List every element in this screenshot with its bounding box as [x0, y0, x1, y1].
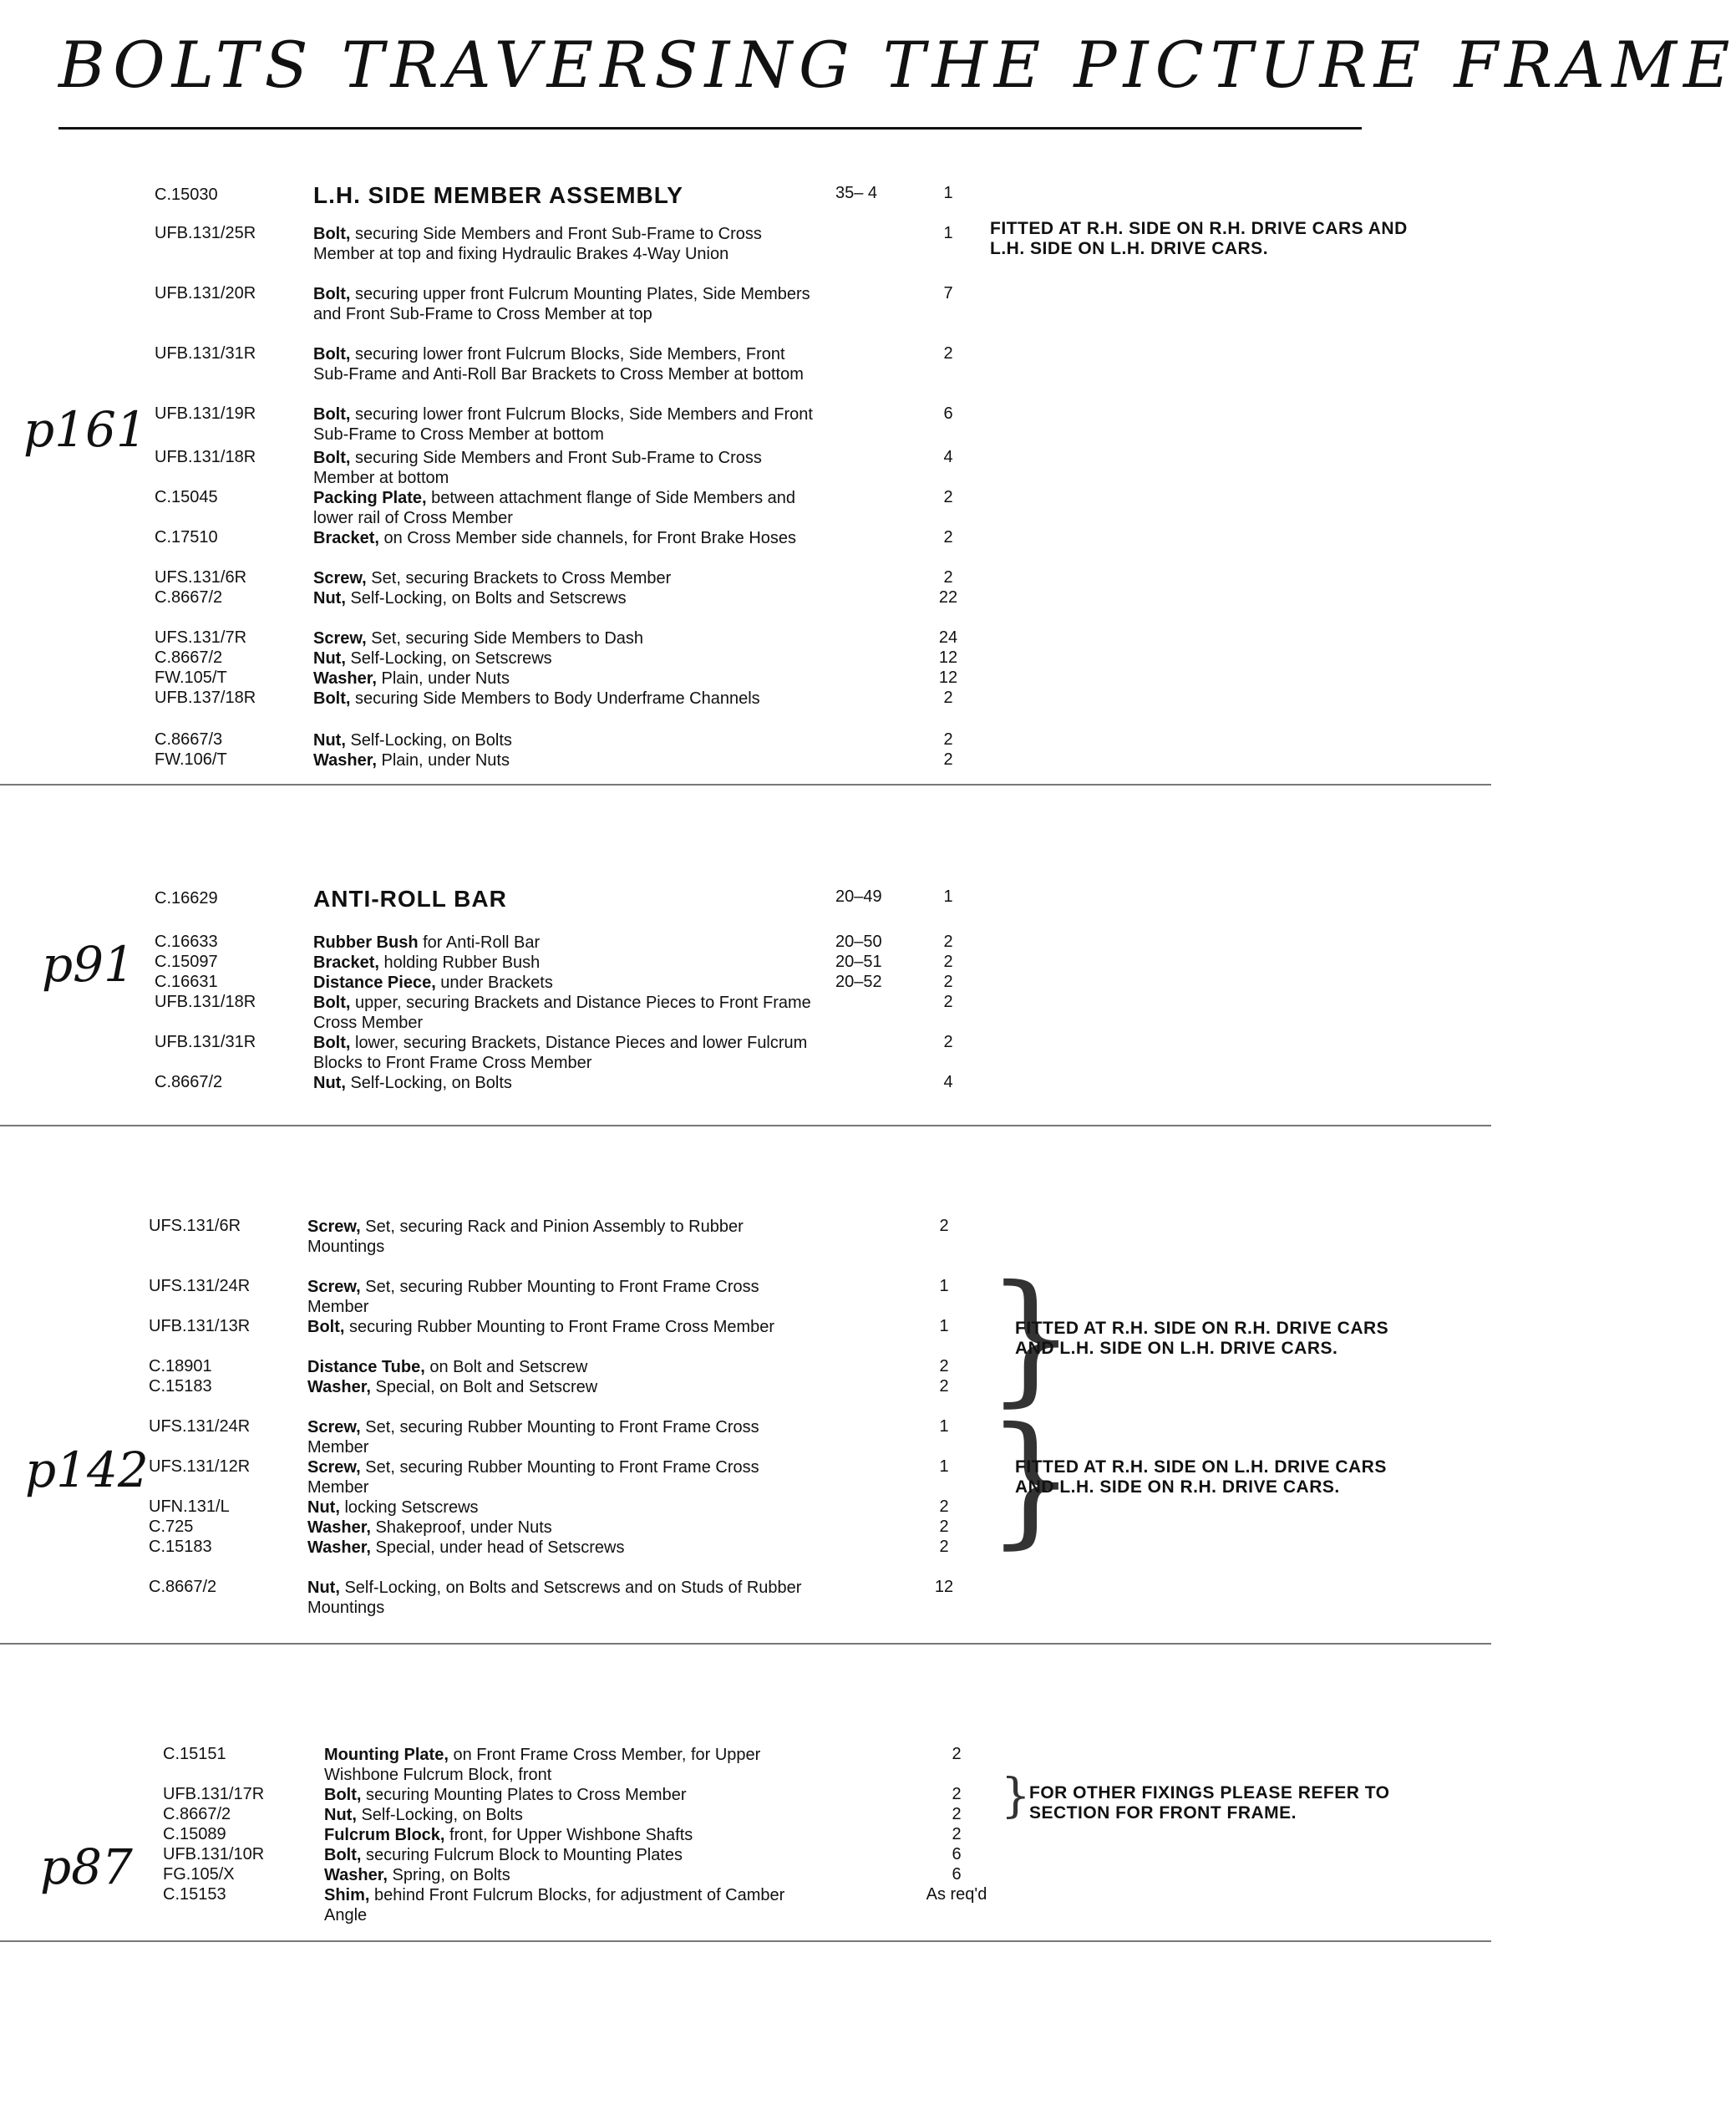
part-code: UFS.131/24R [149, 1277, 251, 1295]
margin-mark-4: p87 [40, 1838, 133, 1895]
part-code: UFB.131/25R [155, 224, 256, 242]
quantity: 2 [939, 1217, 949, 1235]
section-heading-row [0, 182, 1491, 207]
part-code: C.8667/2 [149, 1578, 217, 1596]
quantity: 2 [952, 1805, 962, 1823]
quantity: 1 [943, 224, 953, 242]
quantity: 1 [943, 184, 953, 202]
section-divider [0, 1940, 1491, 1942]
part-code: UFB.131/13R [149, 1317, 251, 1335]
part-code: C.16631 [155, 973, 218, 991]
quantity: 2 [952, 1745, 962, 1763]
table-row [0, 1217, 1491, 1256]
quantity: 22 [938, 588, 958, 607]
part-description: Screw, Set, securing Rubber Mounting to Front Frame Cross Member [307, 1278, 759, 1316]
part-code: UFS.131/12R [149, 1457, 251, 1476]
part-description: Bolt, securing lower front Fulcrum Blocks, Side Members, Front Sub-Frame and Anti-Roll Bar Brackets to Cross Member at bottom [313, 345, 804, 384]
part-description: Bracket, holding Rubber Bush [313, 953, 541, 972]
part-description: Washer, Special, under head of Setscrews [307, 1538, 625, 1557]
part-description: Nut, Self-Locking, on Setscrews [313, 649, 552, 668]
part-description: Screw, Set, securing Rubber Mounting to Front Frame Cross Member [307, 1418, 759, 1457]
table-row [0, 448, 1491, 487]
part-code: C.15183 [149, 1538, 212, 1556]
table-row [0, 284, 1491, 323]
quantity: 24 [938, 628, 958, 647]
table-row [0, 528, 1491, 553]
fitting-note: FITTED AT R.H. SIDE ON R.H. DRIVE CARS AND L.H. SIDE ON L.H. DRIVE CARS. [990, 219, 1408, 258]
title-underline [58, 127, 1362, 130]
fitting-note: FITTED AT R.H. SIDE ON L.H. DRIVE CARS AND L.H. SIDE ON R.H. DRIVE CARS. [1015, 1457, 1387, 1497]
part-description: Shim, behind Front Fulcrum Blocks, for adjustment of Camber Angle [324, 1886, 785, 1924]
brace-icon: } [986, 1397, 1077, 1563]
table-row [0, 1538, 1491, 1563]
quantity: 12 [938, 648, 958, 667]
brace-icon: } [1001, 1769, 1031, 1823]
fitting-note: FITTED AT R.H. SIDE ON R.H. DRIVE CARS AND L.H. SIDE ON L.H. DRIVE CARS. [1015, 1319, 1389, 1358]
table-row [0, 1578, 1491, 1617]
table-row [0, 1277, 1491, 1316]
section-heading-row [0, 886, 1491, 911]
part-code: C.15030 [155, 186, 218, 204]
quantity: 4 [943, 448, 953, 466]
quantity: 2 [943, 933, 953, 951]
quantity: 2 [939, 1518, 949, 1536]
part-code: C.15045 [155, 488, 218, 506]
quantity: 2 [943, 1033, 953, 1051]
part-description: Bolt, securing Fulcrum Block to Mounting Plates [324, 1846, 683, 1864]
part-code: C.725 [149, 1518, 194, 1536]
ref-number: 35– 4 [835, 184, 878, 202]
quantity: As req'd [926, 1885, 987, 1904]
quantity: 2 [943, 568, 953, 587]
part-code: UFS.131/6R [155, 568, 247, 587]
part-description: Distance Tube, on Bolt and Setscrew [307, 1358, 588, 1376]
part-code: C.8667/2 [155, 648, 223, 667]
part-description: Bolt, lower, securing Brackets, Distance Pieces and lower Fulcrum Blocks to Front Frame Cross Member [313, 1034, 808, 1072]
table-row [0, 1885, 1491, 1924]
quantity: 7 [943, 284, 953, 303]
part-code: UFB.131/18R [155, 448, 256, 466]
quantity: 2 [943, 993, 953, 1011]
section-divider [0, 784, 1491, 786]
part-description: Bolt, securing Rubber Mounting to Front Frame Cross Member [307, 1318, 775, 1336]
part-description: Nut, locking Setscrews [307, 1498, 479, 1517]
margin-mark-1: p161 [23, 401, 147, 458]
part-description: Nut, Self-Locking, on Bolts [313, 731, 512, 750]
fitting-note: FOR OTHER FIXINGS PLEASE REFER TO SECTION FOR FRONT FRAME. [1029, 1783, 1390, 1823]
section-divider [0, 1125, 1491, 1126]
quantity: 2 [943, 689, 953, 707]
quantity: 2 [943, 488, 953, 506]
part-code: UFS.131/7R [155, 628, 247, 647]
table-row [0, 750, 1491, 775]
part-code: C.16629 [155, 889, 218, 908]
quantity: 6 [943, 404, 953, 423]
part-description: Bolt, securing Side Members and Front Sub-Frame to Cross Member at top and fixing Hydraulic Brakes 4-Way Union [313, 225, 762, 263]
table-row [0, 1377, 1491, 1402]
part-code: UFB.137/18R [155, 689, 256, 707]
part-description: Bolt, securing Mounting Plates to Cross Member [324, 1786, 687, 1804]
quantity: 2 [952, 1825, 962, 1843]
ref-number: 20–51 [835, 953, 882, 971]
part-description: Washer, Plain, under Nuts [313, 669, 510, 688]
part-code: UFB.131/10R [163, 1845, 265, 1863]
part-description: Washer, Shakeproof, under Nuts [307, 1518, 552, 1537]
ref-number: 20–50 [835, 933, 882, 951]
part-code: UFB.131/31R [155, 344, 256, 363]
part-description: Nut, Self-Locking, on Bolts and Setscrews and on Studs of Rubber Mountings [307, 1579, 802, 1617]
quantity: 2 [943, 730, 953, 749]
part-description: Screw, Set, securing Rack and Pinion Assembly to Rubber Mountings [307, 1218, 744, 1256]
part-description: Screw, Set, securing Rubber Mounting to Front Frame Cross Member [307, 1458, 759, 1497]
part-description: Bracket, on Cross Member side channels, for Front Brake Hoses [313, 529, 797, 547]
quantity: 2 [943, 528, 953, 547]
part-code: FW.106/T [155, 750, 227, 769]
part-code: UFB.131/20R [155, 284, 256, 303]
part-code: C.15183 [149, 1377, 212, 1396]
quantity: 12 [938, 669, 958, 687]
page-title: BOLTS TRAVERSING THE PICTURE FRAME [58, 28, 1736, 102]
table-row [0, 689, 1491, 714]
table-row [0, 993, 1491, 1032]
part-description: Nut, Self-Locking, on Bolts [324, 1806, 523, 1824]
table-row [0, 1073, 1491, 1098]
quantity: 1 [939, 1457, 949, 1476]
quantity: 2 [939, 1497, 949, 1516]
brace-icon: } [986, 1255, 1077, 1421]
part-code: C.18901 [149, 1357, 212, 1375]
part-code: C.8667/2 [155, 1073, 223, 1091]
part-description: Bolt, securing lower front Fulcrum Blocks, Side Members and Front Sub-Frame to Cross Member at bottom [313, 405, 813, 444]
part-description: Mounting Plate, on Front Frame Cross Member, for Upper Wishbone Fulcrum Block, front [324, 1746, 761, 1784]
part-description: Nut, Self-Locking, on Bolts and Setscrews [313, 589, 627, 608]
part-code: UFS.131/24R [149, 1417, 251, 1436]
quantity: 1 [939, 1277, 949, 1295]
quantity: 6 [952, 1865, 962, 1884]
part-code: C.8667/2 [163, 1805, 231, 1823]
part-description: Nut, Self-Locking, on Bolts [313, 1074, 512, 1092]
part-code: C.8667/3 [155, 730, 223, 749]
part-description: Washer, Spring, on Bolts [324, 1866, 510, 1884]
margin-mark-2: p91 [42, 936, 135, 993]
part-description: Washer, Plain, under Nuts [313, 751, 510, 770]
quantity: 2 [939, 1538, 949, 1556]
part-code: UFS.131/6R [149, 1217, 241, 1235]
quantity: 2 [952, 1785, 962, 1803]
quantity: 2 [939, 1377, 949, 1396]
ref-number: 20–52 [835, 973, 882, 991]
part-description: Screw, Set, securing Side Members to Dash [313, 629, 644, 648]
part-description: Screw, Set, securing Brackets to Cross Member [313, 569, 672, 587]
table-row [0, 1033, 1491, 1072]
ref-number: 20–49 [835, 887, 882, 906]
part-description: Distance Piece, under Brackets [313, 974, 553, 992]
quantity: 2 [943, 953, 953, 971]
quantity: 1 [939, 1317, 949, 1335]
quantity: 2 [943, 973, 953, 991]
part-code: C.15097 [155, 953, 218, 971]
part-description: Bolt, upper, securing Brackets and Distance Pieces to Front Frame Cross Member [313, 994, 811, 1032]
part-code: C.16633 [155, 933, 218, 951]
part-code: C.15153 [163, 1885, 226, 1904]
table-row [0, 488, 1491, 527]
table-row [0, 588, 1491, 613]
part-code: FG.105/X [163, 1865, 235, 1884]
table-row [0, 344, 1491, 384]
table-row [0, 1417, 1491, 1457]
part-description: Bolt, securing Side Members to Body Underframe Channels [313, 689, 760, 708]
quantity: 6 [952, 1845, 962, 1863]
table-row [0, 1745, 1491, 1784]
section-heading: L.H. SIDE MEMBER ASSEMBLY [313, 182, 683, 208]
part-code: UFB.131/18R [155, 993, 256, 1011]
part-description: Bolt, securing upper front Fulcrum Mounting Plates, Side Members and Front Sub-Frame to Cross Member at top [313, 285, 810, 323]
part-code: UFB.131/19R [155, 404, 256, 423]
part-description: Fulcrum Block, front, for Upper Wishbone Shafts [324, 1826, 693, 1844]
part-code: UFN.131/L [149, 1497, 230, 1516]
part-code: FW.105/T [155, 669, 227, 687]
part-description: Bolt, securing Side Members and Front Sub-Frame to Cross Member at bottom [313, 449, 762, 487]
quantity: 4 [943, 1073, 953, 1091]
part-code: C.15151 [163, 1745, 226, 1763]
quantity: 2 [943, 750, 953, 769]
part-code: UFB.131/31R [155, 1033, 256, 1051]
section-heading: ANTI-ROLL BAR [313, 886, 507, 912]
part-code: UFB.131/17R [163, 1785, 265, 1803]
part-description: Packing Plate, between attachment flange of Side Members and lower rail of Cross Member [313, 489, 796, 527]
part-description: Rubber Bush for Anti-Roll Bar [313, 933, 541, 952]
part-code: C.17510 [155, 528, 218, 547]
quantity: 1 [943, 887, 953, 906]
quantity: 2 [943, 344, 953, 363]
part-description: Washer, Special, on Bolt and Setscrew [307, 1378, 598, 1396]
part-code: C.15089 [163, 1825, 226, 1843]
section-divider [0, 1643, 1491, 1645]
margin-mark-3: p142 [25, 1441, 149, 1498]
quantity: 12 [934, 1578, 954, 1596]
quantity: 1 [939, 1417, 949, 1436]
quantity: 2 [939, 1357, 949, 1375]
part-code: C.8667/2 [155, 588, 223, 607]
